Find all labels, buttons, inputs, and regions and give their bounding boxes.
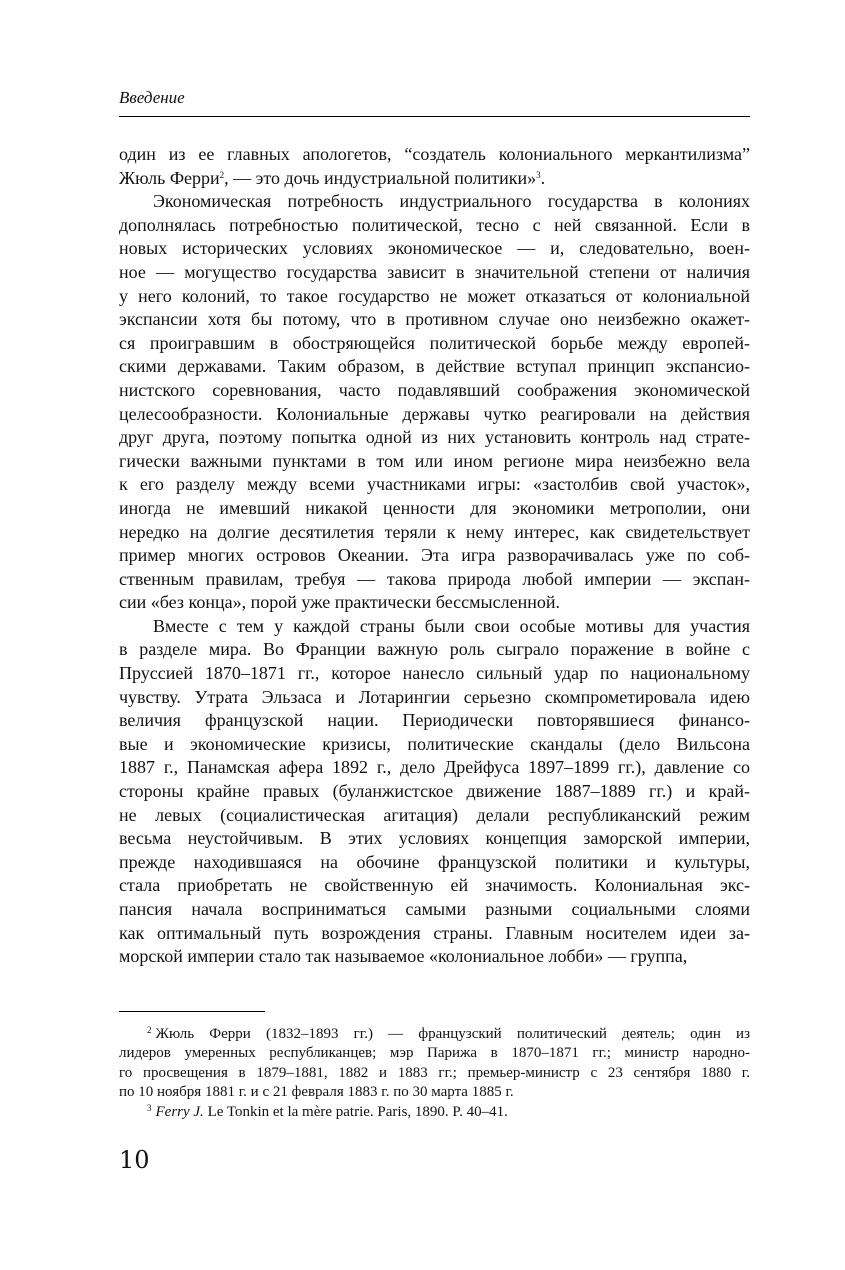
footnote-2 [119,1025,750,1103]
text-line: чувству. Утрата Эльзаса и Лотарингии серьезно скомпрометировала идею [119,686,750,707]
text-line: целесообразности. Колониальные державы чутко реагировали на действия [119,403,750,424]
text-line: Жюль Ферри$^2$, — это дочь индустриальной политики»$^3$. [119,167,546,188]
footnote-marker: 3 [536,169,541,180]
footnote-rule [119,1011,265,1012]
footnote-marker: 2 [219,169,225,180]
text-line: Экономическая потребность индустриального государства в колониях [153,191,750,212]
text-line: 1887 г., Панамская афера 1892 г., дело Дрейфуса 1897–1899 гг.), давление со [119,757,750,778]
text-line: у него колоний, то такое государство не может отказаться от колониальной [119,285,750,306]
text-line: нистского соревнования, часто подавлявший соображения экономической [119,379,750,400]
text-line: величия французской нации. Периодически повторявшиеся финансо- [119,710,750,731]
text-line: морской империи стало так называемое «колониальное лобби» — группа, [119,946,688,967]
text-line: сии «без конца», порой уже практически бессмысленной. [119,592,560,613]
text-line: нередко на долгие десятилетия теряли к нему интерес, как свидетельствует [119,521,750,542]
text-line: скими державами. Таким образом, в действие вступал принцип экспансио- [119,356,750,377]
text-line: ное — могущество государства зависит в значительной степени от наличия [119,261,750,282]
running-head: Введение [119,88,185,107]
main-text [119,143,750,969]
text-line: вые и экономические кризисы, политические скандалы (дело Вильсона [119,733,750,754]
text-line: стала приобретать не свойственную ей значимость. Колониальная экс- [119,875,750,896]
text-line: пансия начала восприниматься самыми разными социальными слоями [119,899,750,919]
text-line: Пруссией 1870–1871 гг., которое нанесло сильный удар по национальному [119,663,750,684]
footnote-line: $^3$ Ferry J. Le Tonkin et la mère patrie. Paris, 1890. P. 40–41. [147,1102,508,1120]
footnote-3 [119,1103,750,1122]
text-line: стороны крайне правых (буланжистское движение 1887–1889 гг.) и край- [119,781,750,802]
paragraph [119,615,750,969]
text-line: в разделе мира. Во Франции важную роль сыграло поражение в войне с [119,639,750,660]
text-line: к его разделу между всеми участниками игры: «застолбив свой участок», [119,474,750,495]
footnote-line: го просвещения в 1879–1881, 1882 и 1883 гг.; премьер-министр с 23 сентября 1880 г. [119,1064,750,1081]
page-number: 10 [119,1146,150,1174]
text-line: новых исторических условиях экономическое — и, следовательно, воен- [119,238,750,259]
footnote-number: 2 [147,1025,152,1035]
footnote-number: 3 [147,1102,152,1113]
footnote-line: лидеров умеренных республиканцев; мэр Парижа в 1870–1871 гг.; министр народно- [119,1045,750,1062]
header-rule [119,116,750,117]
text-line: гически важными пунктами в том или ином регионе мира неизбежно вела [119,450,750,471]
text-line: весьма неустойчивым. В этих условиях концепция заморской империи, [119,828,750,849]
text-line: друг друга, поэтому попытка одной из них установить контроль над страте- [119,427,750,448]
text-line: прежде находившаяся на обочине французской политики и культуры, [119,851,750,872]
footnote-line: $^2$ Жюль Ферри (1832–1893 гг.) — французский политический деятель; один из [147,1025,750,1042]
text-line: дополнялась потребностью политической, тесно с ней связанной. Если в [119,214,750,235]
text-line: ся проигравшим в обостряющейся политической борьбе между европей- [119,332,750,353]
paragraph [119,143,750,190]
paragraph [119,190,750,615]
text-line: один из ее главных апологетов, “создатель колониального меркантилизма” [119,144,750,164]
text-line: экспансии хотя бы потому, что в противном случае оно неизбежно окажет- [119,309,750,330]
text-line: Вместе с тем у каждой страны были свои особые мотивы для участия [153,615,750,636]
text-line: ственным правилам, требуя — такова природа любой империи — экспан- [119,568,750,589]
text-line: как оптимальный путь возрождения страны. Главным носителем идеи за- [119,922,750,943]
text-line: пример многих островов Океании. Эта игра разворачивалась уже по соб- [119,545,750,566]
text-line: иногда не имевший никакой ценности для экономики метрополии, они [119,497,750,518]
footnote-author: Ferry J. [155,1103,204,1120]
footnote-line: по 10 ноября 1881 г. и с 21 февраля 1883 г. по 30 марта 1885 г. [119,1084,514,1101]
text-line: не левых (социалистическая агитация) делали республиканский режим [119,804,750,825]
footnotes [119,1025,750,1122]
